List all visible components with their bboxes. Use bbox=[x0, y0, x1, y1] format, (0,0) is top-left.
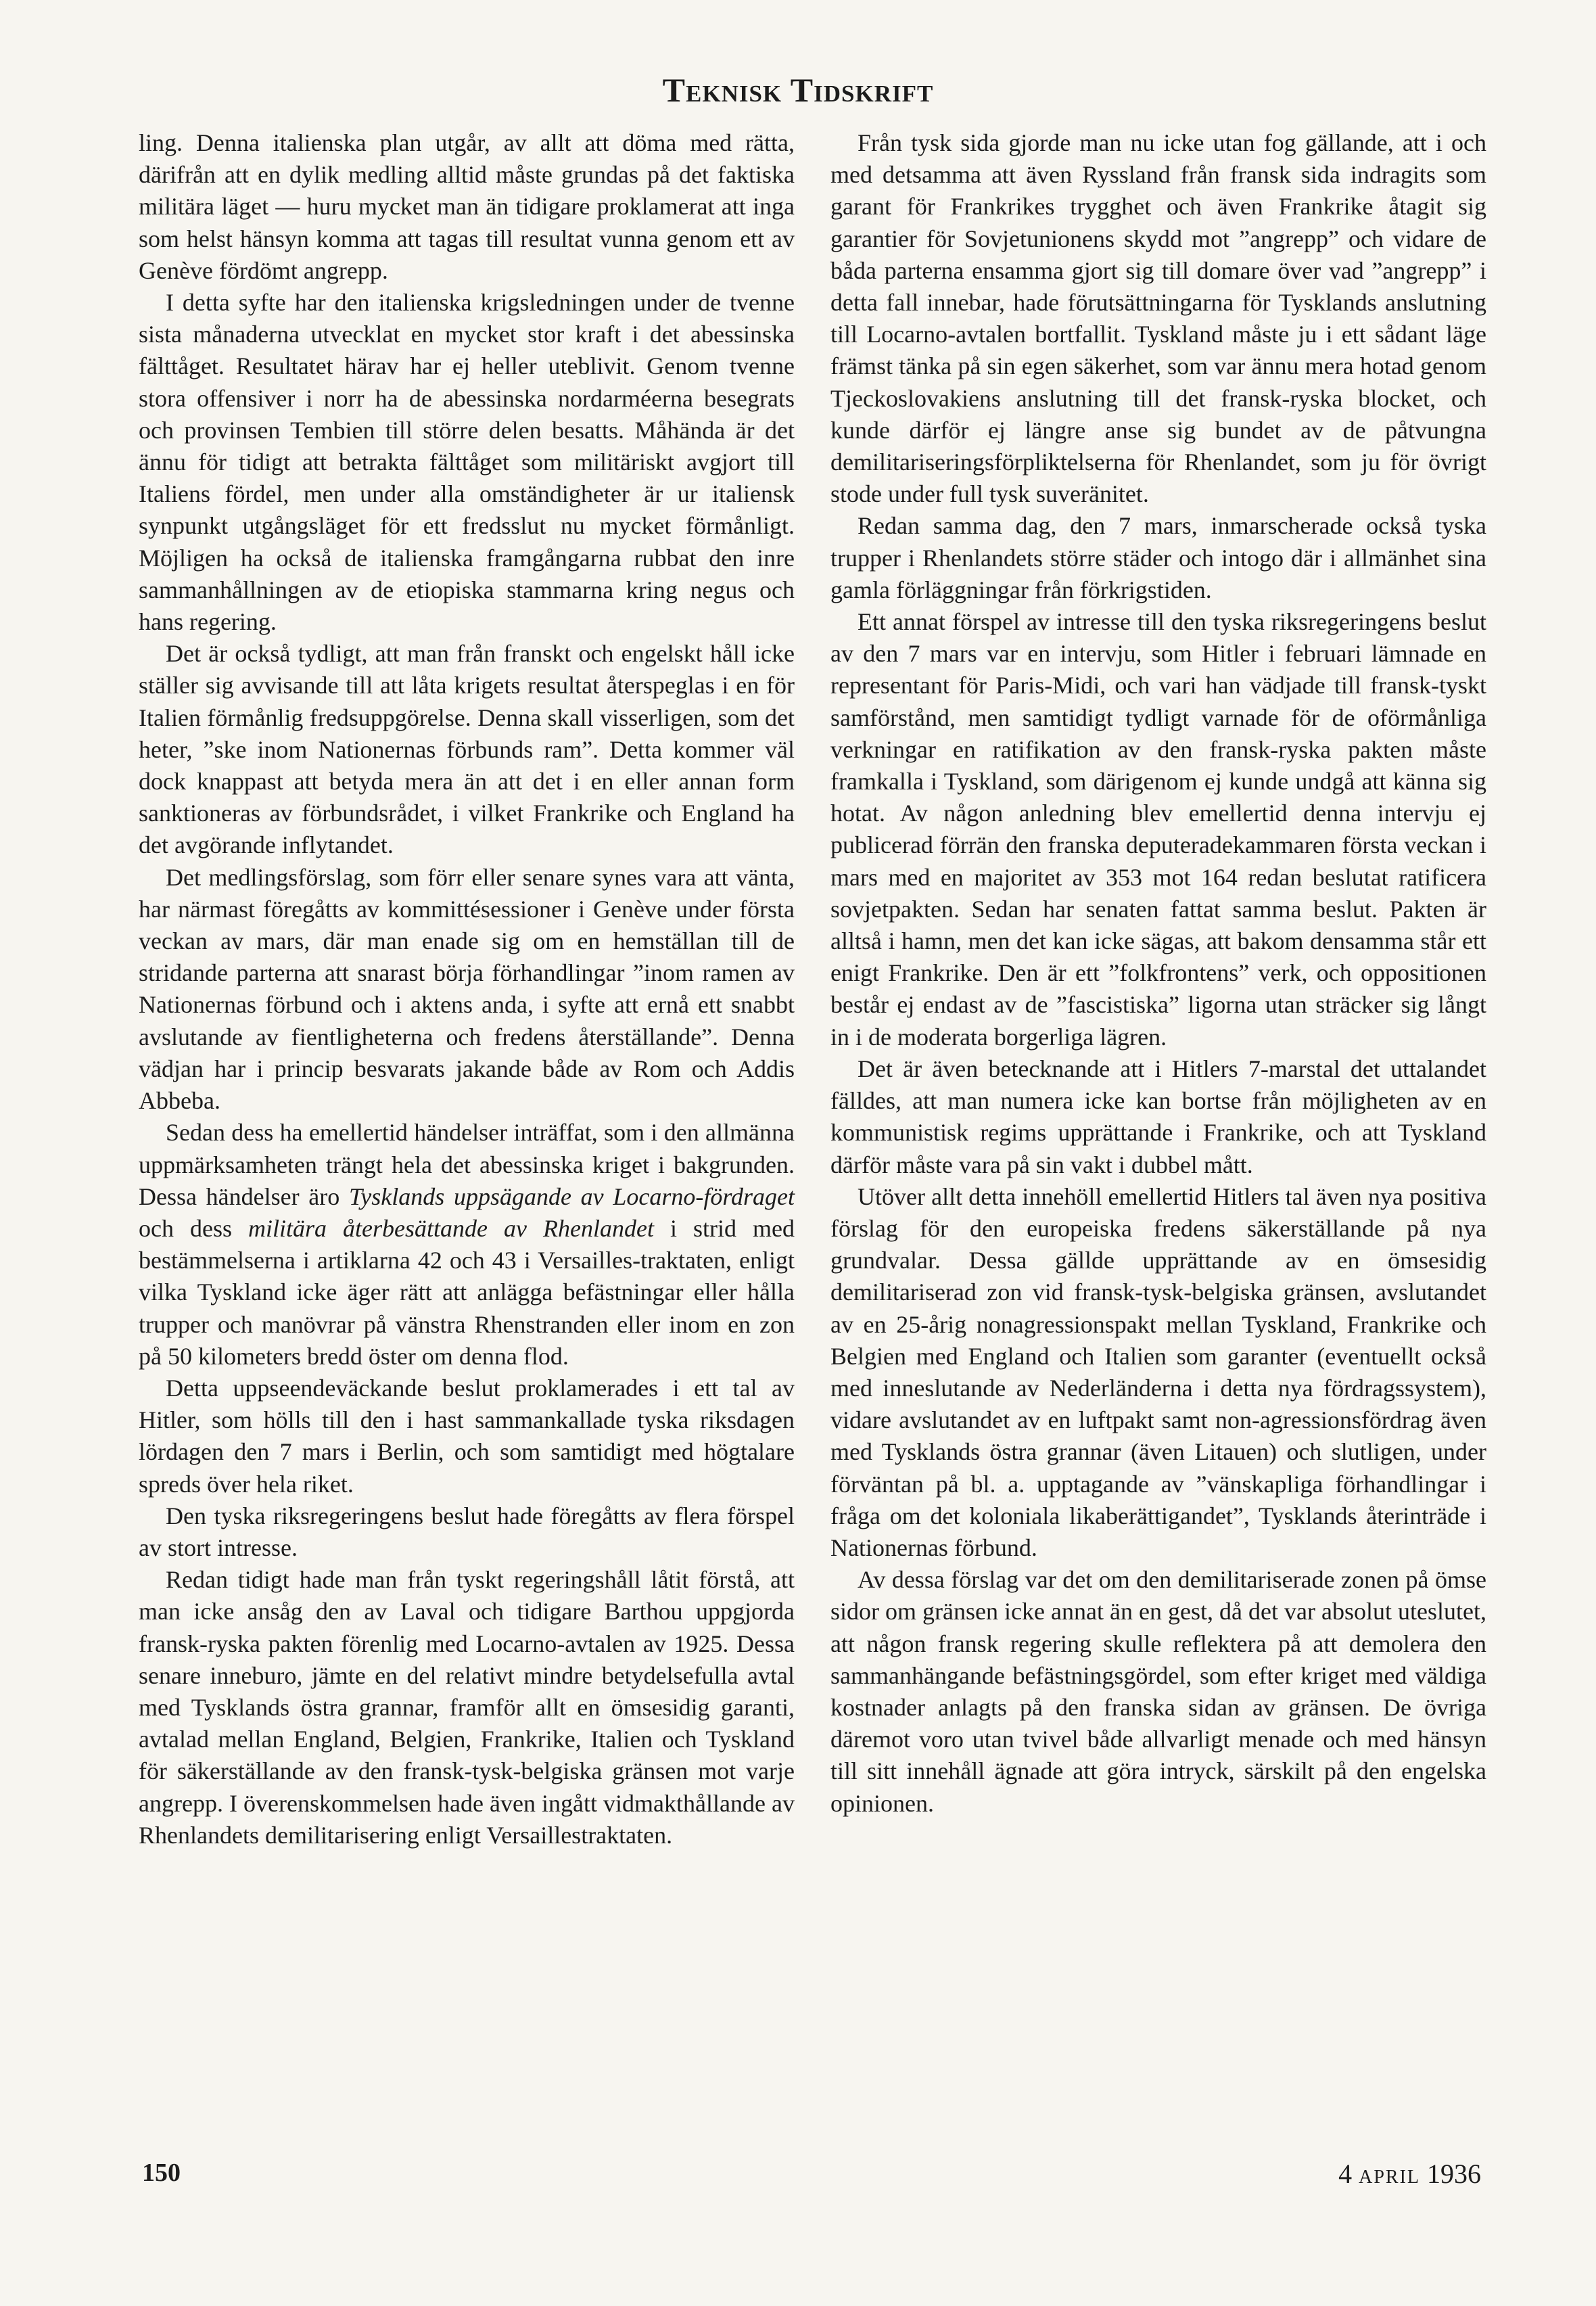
emphasis-text: Tysklands uppsägande av Locarno-fördraget bbox=[348, 1182, 795, 1210]
emphasis-text: militära återbesättande av Rhenlandet bbox=[248, 1214, 654, 1242]
paragraph bbox=[139, 1117, 795, 1373]
paragraph: Från tysk sida gjorde man nu icke utan fog gällande, att i och med detsamma att även Ryssland från fransk sida indragits som garant för Frankrikes trygghet och även Frankrike åtagit sig garantier för Sovjetunionens skydd mot ”angrepp” och vidare de båda parterna ensamma gjort sig till domare över vad ”angrepp” i detta fall innebar, hade förutsättningarna för Tysklands anslutning till Locarno-avtalen bortfallit. Tyskland måste ju i ett sådant läge främst tänka på sin egen säkerhet, som var ännu mera hotad genom Tjeckoslovakiens anslutning till det fransk-ryska blocket, och kunde därför ej längre anse sig bundet av de påtvungna demilitariseringsförpliktelserna för Rhenlandet, som ju för övrigt stode under full tysk suveränitet. bbox=[830, 129, 1486, 508]
date-month: april bbox=[1359, 2159, 1420, 2189]
paragraph: Detta uppseendeväckande beslut proklamerades i ett tal av Hitler, som hölls till den i hast sammankallade tyska riksdagen lördagen den 7 mars i Berlin, och som samtidigt med högtalare spreds över hela riket. bbox=[139, 1374, 795, 1498]
page-number: 150 bbox=[142, 2159, 181, 2187]
date-day: 4 bbox=[1338, 2159, 1353, 2189]
paragraph: Den tyska riksregeringens beslut hade föregåtts av flera förspel av stort intresse. bbox=[139, 1502, 795, 1561]
text-run: och dess bbox=[139, 1214, 249, 1242]
text-run: Sedan dess ha emellertid händelser inträffat, som i den allmänna uppmärksamheten trängt hela det abessinska kriget i bakgrunden. Dessa händelser äro bbox=[139, 1119, 795, 1210]
paragraph: Ett annat förspel av intresse till den tyska riksregeringens beslut av den 7 mars var en intervju, som Hitler i februari lämnade en representant för Paris-Midi, och vari han vädjade till fransk-tyskt samförstånd, men samtidigt tydligt varnade för de oförmånliga verkningar en ratifikation av den fransk-ryska pakten måste framkalla i Tyskland, som därigenom ej kunde undgå att känna sig hotat. Av någon anledning blev emellertid denna intervju ej publicerad förrän den franska deputeradekammaren första veckan i mars med en majoritet av 353 mot 164 redan beslutat ratificera sovjetpakten. Sedan har senaten fattat samma beslut. Pakten är alltså i hamn, men det kan icke sägas, att bakom densamma står ett enigt Frankrike. Den är ett ”folkfrontens” verk, och oppositionen består ej endast av de ”fascistiska” ligorna utan sträcker sig långt in i de moderata borgerliga lägren. bbox=[830, 608, 1486, 1051]
paragraph: Det medlingsförslag, som förr eller senare synes vara att vänta, har närmast föregåtts av kommittésessioner i Genève under första veckan av mars, där man enade sig om en hemställan till de stridande parterna att snarast börja förhandlingar ”inom ramen av Nationernas förbund och i aktens anda, i syfte att ernå ett snabbt avslutande av fientligheterna och fredens återställande”. Denna vädjan har i princip besvarats jakande både av Rom och Addis Abbeba. bbox=[139, 863, 795, 1115]
paragraph: ling. Denna italienska plan utgår, av allt att döma med rätta, därifrån att en dylik medling alltid måste grundas på det faktiska militära läget — huru mycket man än tidigare proklamerat att inga som helst hänsyn komma att tagas till resultat vunna genom ett av Genève fördömt angrepp. bbox=[139, 129, 795, 284]
paragraph: Utöver allt detta innehöll emellertid Hitlers tal även nya positiva förslag för den europeiska fredens säkerställande på nya grundvalar. Dessa gällde upprättande av en ömsesidig demilitariserad zon vid fransk-tysk-belgiska gränsen, avslutandet av en 25-årig nonagressionspakt mellan Tyskland, Frankrike och Belgien med England och Italien som garanter (eventuellt också med inneslutande av Nederländerna i detta nya fördragssystem), vidare avslutandet av en luftpakt samt non-agressionsfördrag även med Tysklands östra grannar (även Litauen) och slutligen, under förväntan på bl. a. upptagande av ”vänskapliga förhandlingar i fråga om det koloniala likaberättigandet”, Tysklands återinträde i Nationernas förbund. bbox=[830, 1182, 1486, 1561]
paragraph: Det är också tydligt, att man från franskt och engelskt håll icke ställer sig avvisande till att låta krigets resultat återspeglas i en för Italien förmånlig fredsuppgörelse. Denna skall visserligen, som det heter, ”ske inom Nationernas förbunds ram”. Detta kommer väl dock knappast att betyda mera än att det i en eller annan form sanktioneras av förbundsrådet, i vilket Frankrike och England ha det avgörande inflytandet. bbox=[139, 640, 795, 859]
paragraph: Av dessa förslag var det om den demilitariserade zonen på ömse sidor om gränsen icke annat än en gest, då det var absolut uteslutet, att någon fransk regering skulle reflektera på att demolera den sammanhängande befästningsgördel, som efter kriget med väldiga kostnader anlagts på den franska sidan av gränsen. De övriga däremot voro utan tvivel både allvarligt menade och med hänsyn till sitt innehåll ägnade att göra intryck, särskilt på den engelska opinionen. bbox=[830, 1566, 1486, 1817]
journal-masthead: Teknisk Tidskrift bbox=[662, 71, 934, 109]
issue-date bbox=[1338, 2158, 1481, 2190]
paragraph: Redan samma dag, den 7 mars, inmarscherade också tyska trupper i Rhenlandets större städer och intogo där i allmänhet sina gamla förläggningar från förkrigstiden. bbox=[830, 512, 1486, 603]
paragraph: Redan tidigt hade man från tyskt regeringshåll låtit förstå, att man icke ansåg den av Laval och tidigare Barthou uppgjorda fransk-ryska pakten förenlig med Locarno-avtalen av 1925. Dessa senare inneburo, jämte en del relativt mindre betydelsefulla avtal med Tysklands östra grannar, framför allt en ömsesidig garanti, avtalad mellan England, Belgien, Frankrike, Italien och Tyskland för säkerställande av den fransk-tysk-belgiska gränsen mot varje angrepp. I överenskommelsen hade även ingått vidmakthållande av Rhenlandets demilitarisering enligt Versaillestraktaten. bbox=[139, 1566, 795, 1849]
right-column bbox=[830, 127, 1486, 1820]
paragraph: Det är även betecknande att i Hitlers 7-marstal det uttalandet fälldes, att man numera icke kan bortse från möjligheten av en kommunistisk regims upprättande i Frankrike, och att Tyskland därför måste vara på sin vakt i dubbel mått. bbox=[830, 1055, 1486, 1178]
left-column bbox=[139, 127, 795, 1851]
paragraph: I detta syfte har den italienska krigsledningen under de tvenne sista månaderna utvecklat en mycket stor kraft i det abessinska fälttåget. Resultatet härav har ej heller uteblivit. Genom tvenne stora offensiver i norr ha de abessinska nordarméerna besegrats och provinsen Tembien till större delen besatts. Måhända är det ännu för tidigt att betrakta fälttåget som militäriskt avgjort till Italiens fördel, men under alla omständigheter är ur italiensk synpunkt utgångsläget för ett fredsslut nu mycket förmånligt. Möjligen ha också de italienska framgångarna rubbat den inre sammanhållningen av de etiopiska stammarna kring negus och hans regering. bbox=[139, 289, 795, 636]
date-year: 1936 bbox=[1427, 2159, 1481, 2189]
text-run: i strid med bestämmelserna i artiklarna 42 och 43 i Versailles-traktaten, enligt vilka Tyskland icke äger rätt att anlägga befästningar eller hålla trupper och manövrar på vänstra Rhenstranden eller inom en zon på 50 kilometers bredd öster om denna flod. bbox=[139, 1214, 795, 1370]
